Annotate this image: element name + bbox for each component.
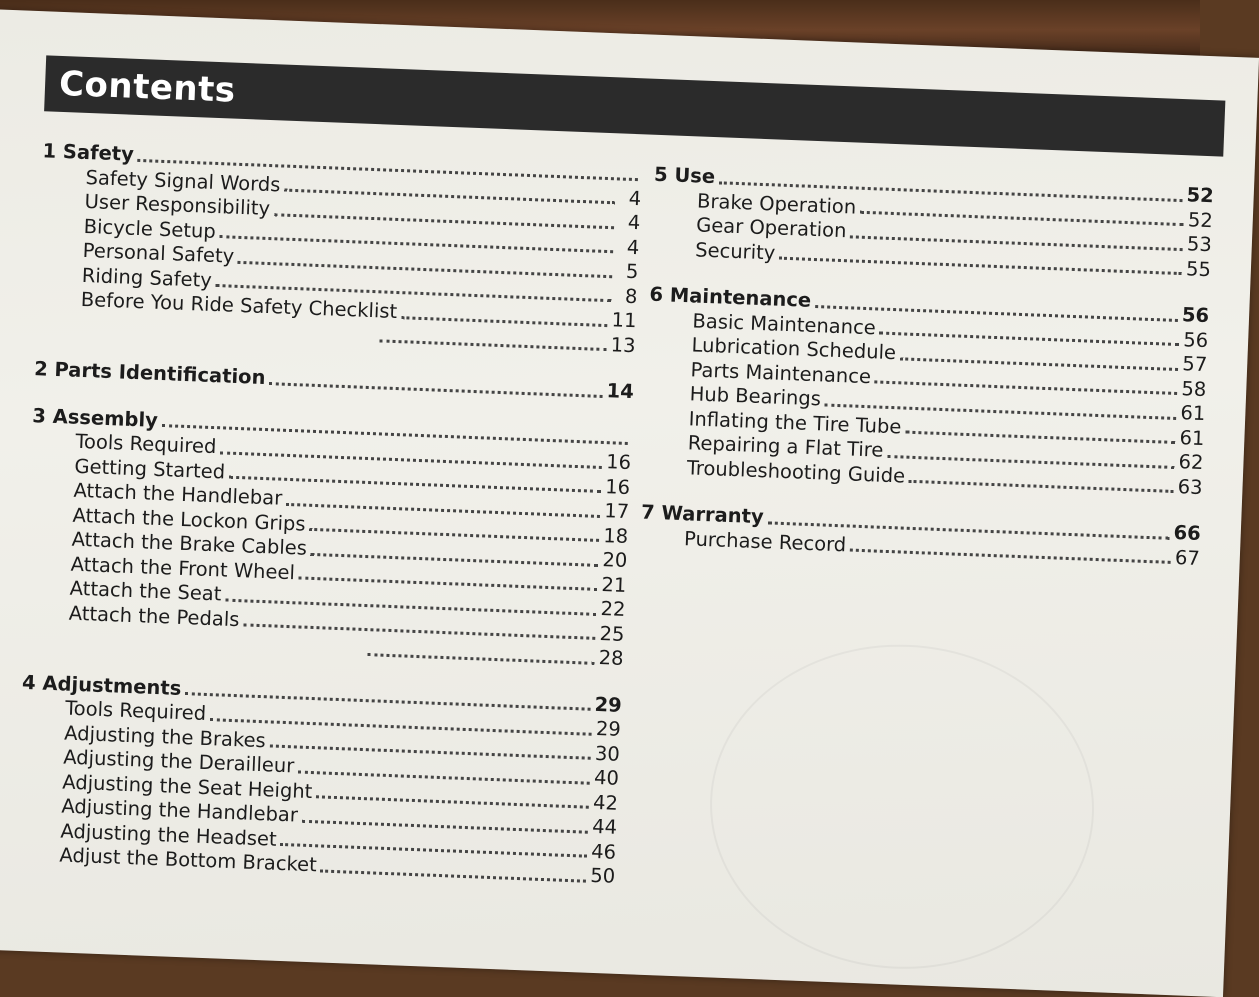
dot-leader [367,653,594,665]
dot-leader [850,549,1171,564]
dot-leader [909,480,1174,493]
toc-entry-label: Adjusting the Derailleur [62,745,295,778]
toc-entry-label: Purchase Record [683,526,847,556]
toc-section-6 [642,283,1209,500]
dot-leader [779,257,1182,275]
dot-leader [379,340,606,352]
toc-page-number: 4 [627,210,641,235]
toc-entry-label: Riding Safety [81,263,213,292]
toc-entry-label: Attach the Brake Cables [71,527,308,560]
toc-page-number: 22 [600,597,626,621]
toc-page-number: 18 [602,523,629,548]
toc-entry-label: Adjusting the Seat Height [61,770,313,803]
dot-leader [320,869,586,882]
toc-entry-label: Brake Operation [696,188,857,219]
toc-page-number: 52 [1187,207,1214,232]
toc-page-number: 42 [592,790,619,815]
toc-page-number: 63 [1177,474,1203,499]
toc-entry-label: 1 Safety [42,139,135,166]
toc-entry-label: Attach the Front Wheel [70,552,296,584]
toc-section-1 [35,139,642,358]
toc-page-number: 20 [602,548,628,573]
toc-page-number: 55 [1185,256,1212,281]
toc-page-number: 28 [598,646,624,670]
toc-page-number: 29 [594,692,623,717]
toc-section-4 [15,670,622,889]
toc-right-column [639,163,1214,593]
toc-page-number: 44 [591,814,618,839]
toc-entry-label: User Responsibility [84,189,271,221]
toc-entry-label: Lubrication Schedule [691,333,897,365]
toc-entry-label: Tools Required [75,429,217,459]
toc-entry-label: Adjust the Bottom Bracket [59,843,318,877]
toc-page-number: 17 [603,499,630,524]
contents-header [44,55,1225,156]
toc-entry-label: Adjusting the Handlebar [61,794,299,827]
toc-page-number: 50 [589,863,616,888]
toc-section-3 [23,404,632,672]
toc-entry-label: Adjusting the Headset [60,818,278,851]
toc-left-column [14,139,642,911]
toc-entry-label: 6 Maintenance [649,282,812,312]
toc-entry-label: Security [694,237,776,264]
toc-entry-label: Bicycle Setup [83,214,217,243]
show-through-graphic [704,638,1100,977]
toc-entry-label: Attach the Lockon Grips [72,503,306,536]
toc-page-number: 21 [601,572,627,597]
toc-entry-label: 4 Adjustments [21,670,182,700]
toc-page-number: 66 [1173,520,1202,546]
toc-page-number: 16 [604,474,631,499]
toc-section-5 [651,163,1214,282]
toc-heading-section-2[interactable] [34,357,634,405]
toc-entry-label: 3 Assembly [31,403,159,432]
toc-entry-label: Repairing a Flat Tire [687,431,884,462]
toc-page-number: 61 [1179,425,1205,450]
toc-page-number: 30 [594,741,621,766]
dot-leader [269,382,602,398]
page-title: Contents [58,63,237,111]
toc-entry-label: Attach the Seat [69,576,222,606]
toc-section-7 [640,501,1201,571]
toc-page-number: 25 [599,621,625,646]
toc-entry-label: Troubleshooting Guide [686,455,906,488]
toc-page-number: 4 [626,235,640,259]
toc-page-number: 13 [610,332,636,357]
toc-section-2 [34,357,634,405]
toc-entry-label: Adjusting the Brakes [63,721,267,752]
toc-page-number: 8 [624,284,638,308]
manual-page [0,8,1259,997]
toc-page-number: 4 [628,186,642,210]
toc-entry-label: 7 Warranty [640,500,765,529]
toc-page-number: 56 [1182,327,1209,352]
toc-entry-label: Hub Bearings [689,382,822,411]
toc-page-number: 58 [1181,376,1207,401]
toc-page-number: 46 [590,839,617,864]
toc-entry-label: Attach the Handlebar [73,478,283,510]
toc-entry-label: Parts Maintenance [690,357,872,388]
toc-entry-label: Tools Required [64,696,207,725]
toc-page-number: 53 [1186,232,1213,257]
toc-page-number: 11 [611,308,637,333]
toc-entry-label: Before You Ride Safety Checklist [80,287,398,323]
toc-page-number: 5 [625,259,639,284]
toc-entry-label: 5 Use [653,162,716,189]
toc-page-number: 56 [1181,303,1210,328]
toc-page-number: 67 [1174,545,1201,570]
toc-entry-label: Gear Operation [695,213,847,243]
toc-entry-label: 2 Parts Identification [33,357,266,389]
toc-entry-label: Basic Maintenance [692,308,877,339]
toc-entry-label: Inflating the Tire Tube [688,406,902,438]
toc-page-number: 29 [595,716,622,741]
toc-page-number: 16 [605,450,632,475]
toc-entry-label: Attach the Pedals [68,601,240,631]
toc-entry-label: Personal Safety [82,238,235,268]
toc-page-number: 14 [606,379,635,404]
toc-entry-label: Getting Started [74,454,226,484]
toc-page-number: 62 [1178,450,1204,475]
toc-page-number: 61 [1180,401,1206,426]
toc-page-number: 40 [593,765,620,790]
toc-entry-label: Safety Signal Words [85,165,281,196]
toc-page-number: 57 [1181,352,1208,377]
toc-page-number: 52 [1186,183,1215,208]
